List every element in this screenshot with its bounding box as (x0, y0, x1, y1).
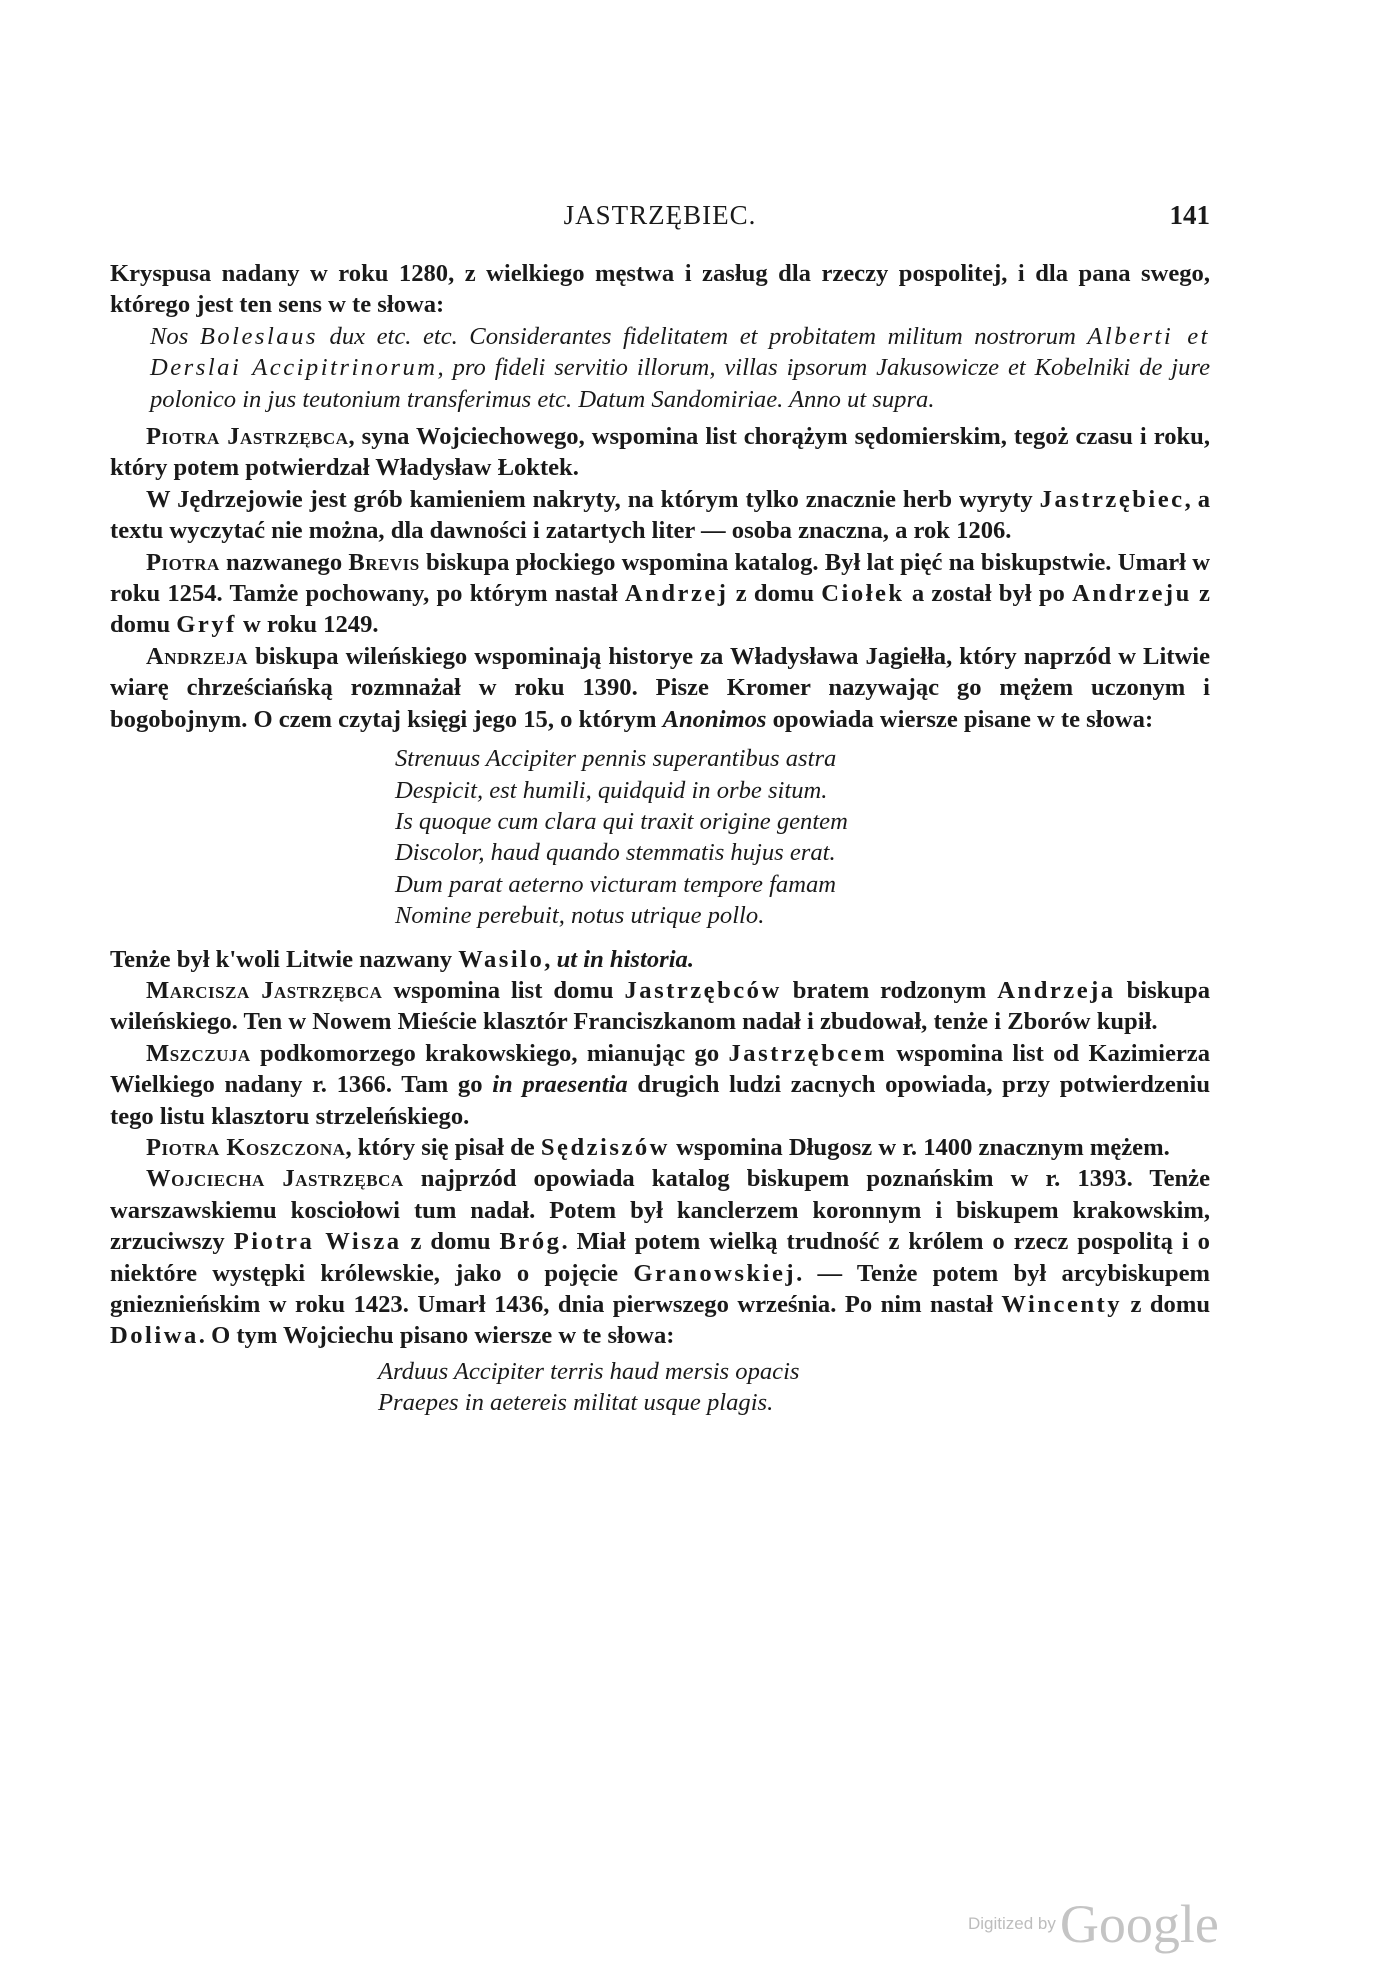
paragraph-continuation: Kryspusa nadany w roku 1280, z wielkiego męstwa i zasług dla rzeczy pospolitej, i dla pana swego, którego jest ten sens w te słowa: (110, 260, 1210, 319)
paragraph: Andrzeja biskupa wileńskiego wspominają historye za Władysława Jagiełła, który naprzód w Litwie wiarę chrześciańską rozmnażał w roku 1390. Pisze Kromer nazywając go mężem uczonym i bogobojnym. O czem czytaj księgi jego 15, o którym Anonimos opowiada wiersze pisane w te słowa: (110, 642, 1210, 733)
paragraph: Tenże był k'woli Litwie nazwany Wasilo, ut in historia. (110, 945, 694, 973)
italic-word: in praesentia (492, 1071, 628, 1099)
spaced-name: Sędziszów (540, 1133, 670, 1161)
person-name: Wojciecha Jastrzębca (146, 1165, 404, 1193)
spaced-name: Alberti et Derslai Accipitrinorum (150, 322, 1211, 382)
latin-charter-quote: Nos Boleslaus dux etc. etc. Considerantes fidelitatem et probitatem militum nostrorum Alberti et Derslai Accipitrinorum, pro fideli servitio illorum, villas ipsorum Jakusowicze et Kobelniki de jure polonico in jus teutonium transferimus etc. Datum Sandomiriae. Anno ut supra. (150, 322, 1211, 413)
person-name: Brevis (348, 548, 420, 576)
paragraph: Mszczuja podkomorzego krakowskiego, mianując go Jastrzębcem wspomina list od Kazimierza Wielkiego nadany r. 1366. Tam go in praesentia drugich ludzi zacnych opowiada, przy potwierdzeniu tego listu klasztoru strzeleńskiego. (110, 1039, 1210, 1130)
spaced-name: Piotra Wisza (233, 1228, 402, 1256)
paragraph: W Jędrzejowie jest grób kamieniem nakryty, na którym tylko znacznie herb wyryty Jastrzębiec, a textu wyczytać nie można, dla dawności i zatartych liter — osoba znaczna, a rok 1206. (110, 485, 1210, 545)
person-name: Piotra Koszczona (146, 1133, 346, 1161)
spaced-name: Jastrzębców (624, 976, 782, 1004)
spaced-name: Andrzej (624, 580, 729, 608)
verse-line: Strenuus Accipiter pennis superantibus astra (395, 745, 837, 773)
spaced-name: Andrzeju (1072, 580, 1192, 608)
page-number: 141 (1169, 200, 1210, 230)
spaced-name: Jastrzębcem (728, 1039, 888, 1067)
spaced-name: Bróg (499, 1228, 562, 1256)
paragraph: Piotra Koszczona, który się pisał de Sędziszów wspomina Długosz w r. 1400 znacznym mężem. (146, 1133, 1170, 1161)
verse-line: Is quoque cum clara qui traxit origine gentem (395, 807, 848, 835)
page-header (110, 200, 1210, 240)
verse-line: Despicit, est humili, quidquid in orbe situm. (395, 776, 828, 804)
spaced-name: Gryf (176, 611, 237, 639)
person-name: Marcisza Jastrzębca (146, 976, 383, 1004)
spaced-name: Wincenty (1001, 1291, 1123, 1318)
italic-word: Anonimos (662, 705, 767, 733)
person-name: Piotra (146, 548, 220, 576)
spaced-name: Granowskiej (633, 1259, 797, 1287)
spaced-name: Doliwa (110, 1322, 199, 1350)
latin-verse-closing (110, 1356, 1210, 1419)
verse-line: Dum parat aeterno victuram tempore famam (395, 870, 837, 898)
paragraph: Piotra nazwanego Brevis biskupa płockiego wspomina katalog. Był lat pięć na biskupstwie. Umarł w roku 1254. Tamże pochowany, po którym nastał Andrzej z domu Ciołek a został był po Andrzeju z domu Gryf w roku 1249. (110, 548, 1210, 639)
paragraph: Piotra Jastrzębca, syna Wojciechowego, wspomina list chorążym sędomierskim, tegoż czasu i roku, który potem potwierdzał Władysław Łoktek. (110, 423, 1210, 482)
running-title: JASTRZĘBIEC. (563, 200, 757, 230)
main-text (110, 258, 1210, 1431)
paragraph: Wojciecha Jastrzębca najprzód opowiada katalog biskupem poznańskim w r. 1393. Tenże warszawskiemu kosciołowi tum nadał. Potem był kanclerzem koronnym i biskupem krakowskim, zrzuciwszy Piotra Wisza z domu Bróg. Miał potem wielką trudność z królem o rzecz pospolitą i o niektóre występki królewskie, jako o pojęcie Granowskiej. — Tenże potem był arcybiskupem gnieznieńskim w roku 1423. Umarł 1436, dnia pierwszego września. Po nim nastał Wincenty z domu Doliwa. O tym Wojciechu pisano wiersze w te słowa: (110, 1165, 1211, 1350)
verse-line: Arduus Accipiter terris haud mersis opacis (378, 1357, 800, 1385)
paragraph: Marcisza Jastrzębca wspomina list domu Jastrzębców bratem rodzonym Andrzeja biskupa wileńskiego. Ten w Nowem Mieście klasztór Franciszkanom nadał i zbudował, tenże i Zborów kupił. (110, 976, 1210, 1036)
verse-line: Praepes in aetereis militat usque plagis. (378, 1389, 774, 1417)
person-name: Piotra Jastrzębca (146, 423, 349, 451)
digitization-watermark (968, 1893, 1219, 1955)
verse-line: Discolor, haud quando stemmatis hujus erat. (395, 839, 836, 867)
watermark-text: Digitized by (968, 1914, 1056, 1933)
spaced-name: Ciołek (821, 580, 905, 608)
latin-verse (110, 743, 1210, 931)
spaced-name: Wasilo (458, 945, 545, 973)
spaced-name: Boleslaus (199, 322, 318, 350)
google-logo: Google (1059, 1894, 1219, 1954)
spaced-name: Jastrzębiec (1039, 485, 1185, 513)
italic-word: ut in historia. (556, 945, 694, 973)
spaced-name: Andrzeja (997, 976, 1116, 1004)
verse-line: Nomine perebuit, notus utrique pollo. (395, 902, 765, 930)
person-name: Mszczuja (146, 1039, 251, 1067)
person-name: Andrzeja (146, 642, 249, 670)
